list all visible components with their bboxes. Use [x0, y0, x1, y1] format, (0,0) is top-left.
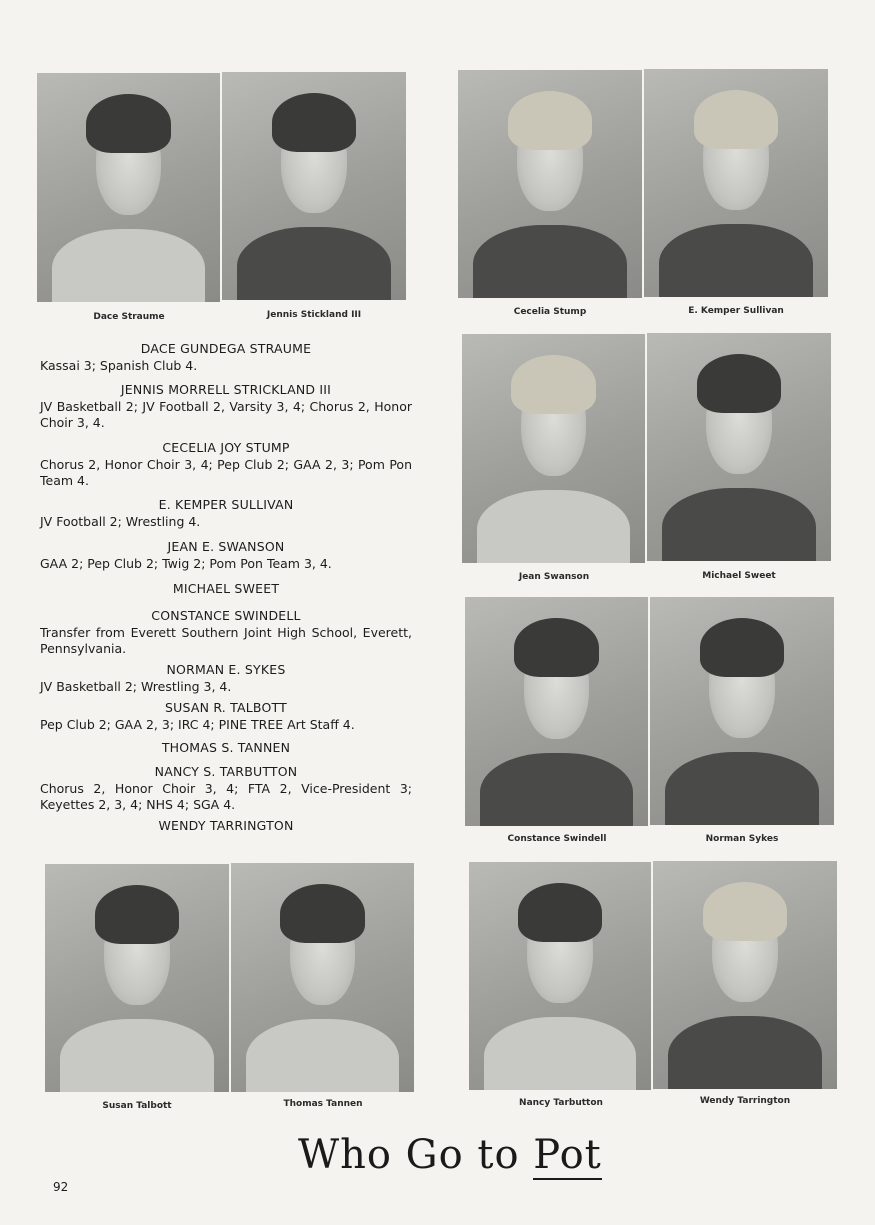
bio-name: WENDY TARRINGTON: [158, 818, 294, 833]
bio-name: JENNIS MORRELL STRICKLAND III: [120, 382, 332, 397]
portrait-photo-dace-straume: [37, 73, 220, 302]
photo-caption: Constance Swindell: [507, 834, 607, 844]
bio-activities: Transfer from Everett Southern Joint High School, Everett, Pennsylvania.: [40, 624, 412, 656]
portrait-photo-susan-talbott: [45, 864, 229, 1092]
photo-caption: E. Kemper Sullivan: [688, 306, 784, 316]
bio-entry: [40, 608, 412, 658]
bio-name: NORMAN E. SYKES: [166, 662, 286, 677]
portrait-photo-jean-swanson: [462, 334, 645, 563]
footer-title-text: Who Go to: [298, 1132, 534, 1178]
photo-caption: Norman Sykes: [705, 834, 779, 844]
bio-activities: JV Basketball 2; Wrestling 3, 4.: [40, 678, 232, 694]
portrait-photo-jennis-strickland: [222, 72, 406, 300]
bio-entry: [40, 440, 412, 490]
photo-caption: Susan Talbott: [102, 1101, 172, 1111]
bio-name: THOMAS S. TANNEN: [161, 740, 291, 755]
portrait-photo-michael-sweet: [647, 333, 831, 561]
bio-activities: JV Football 2; Wrestling 4.: [40, 513, 201, 529]
portrait-photo-nancy-tarbutton: [469, 862, 651, 1090]
bio-name: DACE GUNDEGA STRAUME: [140, 341, 312, 356]
portrait-photo-wendy-tarrington: [653, 861, 837, 1089]
bio-entry: [40, 700, 412, 733]
photo-caption: Dace Straume: [93, 312, 165, 322]
bio-entry: [40, 818, 412, 835]
photo-caption: Wendy Tarrington: [699, 1096, 791, 1106]
bio-activities: Kassai 3; Spanish Club 4.: [40, 357, 198, 373]
bio-name: MICHAEL SWEET: [172, 581, 280, 596]
bio-entry: [40, 382, 412, 432]
bio-entry: [40, 539, 412, 572]
portrait-photo-thomas-tannen: [231, 863, 414, 1092]
bio-name: SUSAN R. TALBOTT: [165, 700, 287, 715]
photo-caption: Jennis Stickland III: [266, 310, 362, 320]
portrait-photo-constance-swindell: [465, 597, 648, 826]
bio-name: CONSTANCE SWINDELL: [151, 608, 301, 623]
photo-caption: Jean Swanson: [518, 572, 590, 582]
footer-title-underlined: Pot: [533, 1132, 602, 1178]
page-footer-title: [298, 1132, 602, 1178]
photo-caption: Nancy Tarbutton: [519, 1098, 603, 1108]
bio-entry: [40, 764, 412, 814]
photo-caption: Thomas Tannen: [283, 1099, 363, 1109]
bio-activities: GAA 2; Pep Club 2; Twig 2; Pom Pon Team 3, 4.: [40, 555, 332, 571]
page-number: 92: [53, 1180, 69, 1194]
bio-entry: [40, 341, 412, 374]
bio-entry: [40, 497, 412, 530]
bio-entry: [40, 581, 412, 598]
bio-activities: Chorus 2, Honor Choir 3, 4; FTA 2, Vice-President 3; Keyettes 2, 3, 4; NHS 4; SGA 4.: [40, 780, 412, 812]
portrait-photo-norman-sykes: [650, 597, 834, 825]
bio-activities: JV Basketball 2; JV Football 2, Varsity 3, 4; Chorus 2, Honor Choir 3, 4.: [40, 398, 412, 430]
portrait-photo-kemper-sullivan: [644, 69, 828, 297]
photo-caption: Michael Sweet: [702, 571, 776, 581]
bio-entry: [40, 740, 412, 757]
bio-activities: Pep Club 2; GAA 2, 3; IRC 4; PINE TREE Art Staff 4.: [40, 716, 355, 732]
bio-entry: [40, 662, 412, 695]
bio-activities: Chorus 2, Honor Choir 3, 4; Pep Club 2; GAA 2, 3; Pom Pon Team 4.: [40, 456, 412, 488]
bio-name: NANCY S. TARBUTTON: [154, 764, 298, 779]
photo-caption: Cecelia Stump: [513, 307, 587, 317]
bio-name: CECELIA JOY STUMP: [162, 440, 290, 455]
portrait-photo-cecelia-stump: [458, 70, 642, 298]
bio-name: E. KEMPER SULLIVAN: [158, 497, 294, 512]
bio-name: JEAN E. SWANSON: [167, 539, 285, 554]
